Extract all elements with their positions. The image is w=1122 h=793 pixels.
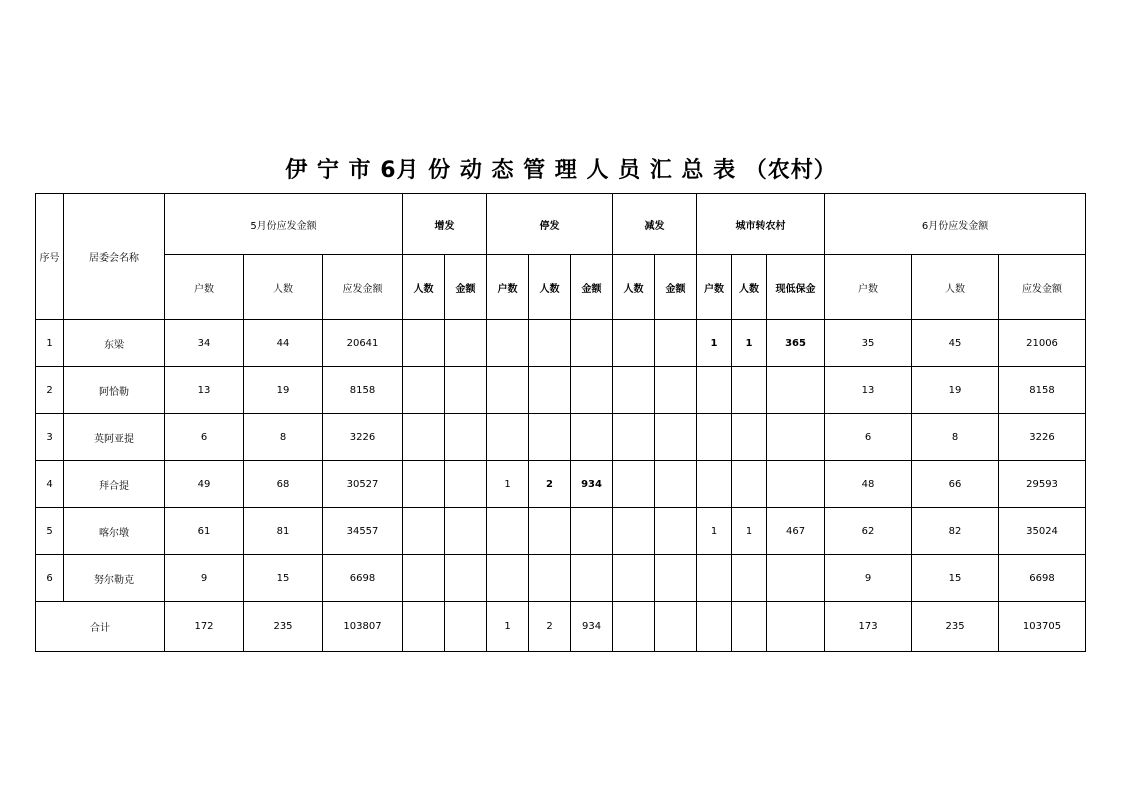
- header-decrease-persons: 人数: [613, 255, 655, 320]
- total-may-persons: 235: [244, 602, 323, 652]
- cell-may-households: 6: [165, 414, 244, 461]
- total-urban-rural-households: [697, 602, 732, 652]
- cell-june-households: 35: [825, 320, 912, 367]
- cell-june-amount: 6698: [999, 555, 1086, 602]
- cell-urban-rural-persons: [732, 461, 767, 508]
- cell-urban-rural-persons: [732, 414, 767, 461]
- cell-may-persons: 81: [244, 508, 323, 555]
- header-may-persons: 人数: [244, 255, 323, 320]
- cell-stop-households: [487, 555, 529, 602]
- total-june-households: 173: [825, 602, 912, 652]
- total-increase-persons: [403, 602, 445, 652]
- page-title: 伊 宁 市 6月 份 动 态 管 理 人 员 汇 总 表 （农村）: [285, 158, 837, 183]
- table-row: [36, 508, 1086, 555]
- cell-june-amount: 35024: [999, 508, 1086, 555]
- header-urban-rural-households: 户数: [697, 255, 732, 320]
- cell-decrease-persons: [613, 414, 655, 461]
- cell-increase-amount: [445, 367, 487, 414]
- cell-urban-rural-persons: [732, 367, 767, 414]
- header-may-households: 户数: [165, 255, 244, 320]
- cell-urban-rural-allowance: 467: [767, 508, 825, 555]
- cell-stop-households: [487, 508, 529, 555]
- row-committee-name: 喀尔墩: [64, 508, 165, 555]
- total-stop-persons: 2: [529, 602, 571, 652]
- cell-decrease-persons: [613, 555, 655, 602]
- cell-june-amount: 3226: [999, 414, 1086, 461]
- cell-june-amount: 29593: [999, 461, 1086, 508]
- cell-may-persons: 44: [244, 320, 323, 367]
- row-seq: 6: [36, 555, 64, 602]
- cell-urban-rural-allowance: [767, 414, 825, 461]
- cell-increase-amount: [445, 320, 487, 367]
- header-committee-name: 居委会名称: [64, 194, 165, 320]
- header-increase-persons: 人数: [403, 255, 445, 320]
- cell-urban-rural-allowance: 365: [767, 320, 825, 367]
- cell-may-amount: 30527: [323, 461, 403, 508]
- header-increase-group: 增发: [403, 194, 487, 255]
- header-increase-amount: 金额: [445, 255, 487, 320]
- cell-urban-rural-households: [697, 367, 732, 414]
- total-urban-rural-allowance: [767, 602, 825, 652]
- cell-decrease-persons: [613, 367, 655, 414]
- header-may-amount: 应发金额: [323, 255, 403, 320]
- header-row-groups: [36, 194, 1086, 255]
- summary-table: [35, 193, 1086, 652]
- row-seq: 2: [36, 367, 64, 414]
- header-june-amount: 应发金额: [999, 255, 1086, 320]
- total-increase-amount: [445, 602, 487, 652]
- cell-urban-rural-persons: 1: [732, 320, 767, 367]
- total-may-amount: 103807: [323, 602, 403, 652]
- cell-may-households: 9: [165, 555, 244, 602]
- header-urban-to-rural-group: 城市转农村: [697, 194, 825, 255]
- header-june-amount-group: 6月份应发金额: [825, 194, 1086, 255]
- table-row: [36, 367, 1086, 414]
- cell-may-amount: 6698: [323, 555, 403, 602]
- cell-june-households: 6: [825, 414, 912, 461]
- header-seq: 序号: [36, 194, 64, 320]
- total-decrease-persons: [613, 602, 655, 652]
- cell-increase-amount: [445, 555, 487, 602]
- row-committee-name: 英阿亚提: [64, 414, 165, 461]
- cell-stop-amount: [571, 555, 613, 602]
- cell-decrease-persons: [613, 461, 655, 508]
- cell-increase-persons: [403, 414, 445, 461]
- cell-urban-rural-persons: 1: [732, 508, 767, 555]
- header-may-amount-group: 5月份应发金额: [165, 194, 403, 255]
- cell-stop-households: [487, 414, 529, 461]
- cell-increase-persons: [403, 367, 445, 414]
- cell-june-amount: 8158: [999, 367, 1086, 414]
- cell-stop-amount: 934: [571, 461, 613, 508]
- cell-increase-persons: [403, 555, 445, 602]
- cell-june-households: 62: [825, 508, 912, 555]
- cell-stop-amount: [571, 367, 613, 414]
- cell-increase-persons: [403, 461, 445, 508]
- cell-may-households: 61: [165, 508, 244, 555]
- header-decrease-amount: 金额: [655, 255, 697, 320]
- cell-urban-rural-allowance: [767, 555, 825, 602]
- cell-may-households: 49: [165, 461, 244, 508]
- row-seq: 5: [36, 508, 64, 555]
- cell-decrease-amount: [655, 367, 697, 414]
- cell-stop-persons: [529, 555, 571, 602]
- table-row: [36, 414, 1086, 461]
- cell-urban-rural-households: [697, 555, 732, 602]
- table-row: [36, 461, 1086, 508]
- total-urban-rural-persons: [732, 602, 767, 652]
- cell-may-persons: 19: [244, 367, 323, 414]
- total-row: [36, 602, 1086, 652]
- row-committee-name: 拜合提: [64, 461, 165, 508]
- cell-decrease-amount: [655, 508, 697, 555]
- cell-june-households: 13: [825, 367, 912, 414]
- cell-decrease-amount: [655, 461, 697, 508]
- cell-decrease-amount: [655, 555, 697, 602]
- cell-increase-persons: [403, 320, 445, 367]
- cell-decrease-persons: [613, 320, 655, 367]
- cell-increase-amount: [445, 508, 487, 555]
- header-urban-rural-persons: 人数: [732, 255, 767, 320]
- cell-stop-persons: [529, 508, 571, 555]
- cell-june-households: 9: [825, 555, 912, 602]
- cell-urban-rural-households: 1: [697, 320, 732, 367]
- cell-stop-households: [487, 320, 529, 367]
- cell-stop-amount: [571, 414, 613, 461]
- cell-stop-persons: 2: [529, 461, 571, 508]
- total-june-persons: 235: [912, 602, 999, 652]
- total-decrease-amount: [655, 602, 697, 652]
- cell-increase-persons: [403, 508, 445, 555]
- cell-june-persons: 45: [912, 320, 999, 367]
- cell-may-amount: 8158: [323, 367, 403, 414]
- cell-stop-persons: [529, 320, 571, 367]
- cell-june-amount: 21006: [999, 320, 1086, 367]
- row-seq: 3: [36, 414, 64, 461]
- row-committee-name: 东梁: [64, 320, 165, 367]
- header-urban-rural-allowance: 现低保金: [767, 255, 825, 320]
- header-row-fields: [36, 255, 1086, 320]
- cell-urban-rural-households: [697, 461, 732, 508]
- cell-may-persons: 15: [244, 555, 323, 602]
- row-committee-name: 努尔勒克: [64, 555, 165, 602]
- cell-increase-amount: [445, 461, 487, 508]
- header-stop-amount: 金额: [571, 255, 613, 320]
- cell-may-amount: 3226: [323, 414, 403, 461]
- header-stop-households: 户数: [487, 255, 529, 320]
- cell-decrease-amount: [655, 414, 697, 461]
- cell-may-amount: 20641: [323, 320, 403, 367]
- total-may-households: 172: [165, 602, 244, 652]
- cell-june-persons: 8: [912, 414, 999, 461]
- cell-stop-persons: [529, 414, 571, 461]
- row-seq: 1: [36, 320, 64, 367]
- total-stop-households: 1: [487, 602, 529, 652]
- header-stop-group: 停发: [487, 194, 613, 255]
- cell-may-persons: 68: [244, 461, 323, 508]
- cell-may-households: 13: [165, 367, 244, 414]
- cell-may-persons: 8: [244, 414, 323, 461]
- table-body: [36, 194, 1086, 652]
- cell-may-amount: 34557: [323, 508, 403, 555]
- total-stop-amount: 934: [571, 602, 613, 652]
- cell-stop-amount: [571, 320, 613, 367]
- cell-june-persons: 82: [912, 508, 999, 555]
- cell-urban-rural-households: [697, 414, 732, 461]
- cell-stop-households: 1: [487, 461, 529, 508]
- cell-urban-rural-persons: [732, 555, 767, 602]
- header-june-persons: 人数: [912, 255, 999, 320]
- cell-urban-rural-allowance: [767, 367, 825, 414]
- row-seq: 4: [36, 461, 64, 508]
- cell-urban-rural-households: 1: [697, 508, 732, 555]
- cell-june-persons: 66: [912, 461, 999, 508]
- cell-may-households: 34: [165, 320, 244, 367]
- cell-june-persons: 15: [912, 555, 999, 602]
- header-june-households: 户数: [825, 255, 912, 320]
- cell-decrease-amount: [655, 320, 697, 367]
- header-decrease-group: 减发: [613, 194, 697, 255]
- cell-june-households: 48: [825, 461, 912, 508]
- table-row: [36, 555, 1086, 602]
- row-committee-name: 阿恰勒: [64, 367, 165, 414]
- header-stop-persons: 人数: [529, 255, 571, 320]
- cell-stop-households: [487, 367, 529, 414]
- cell-urban-rural-allowance: [767, 461, 825, 508]
- cell-june-persons: 19: [912, 367, 999, 414]
- total-label: 合计: [36, 602, 165, 652]
- table-row: [36, 320, 1086, 367]
- cell-stop-persons: [529, 367, 571, 414]
- cell-stop-amount: [571, 508, 613, 555]
- cell-increase-amount: [445, 414, 487, 461]
- cell-decrease-persons: [613, 508, 655, 555]
- total-june-amount: 103705: [999, 602, 1086, 652]
